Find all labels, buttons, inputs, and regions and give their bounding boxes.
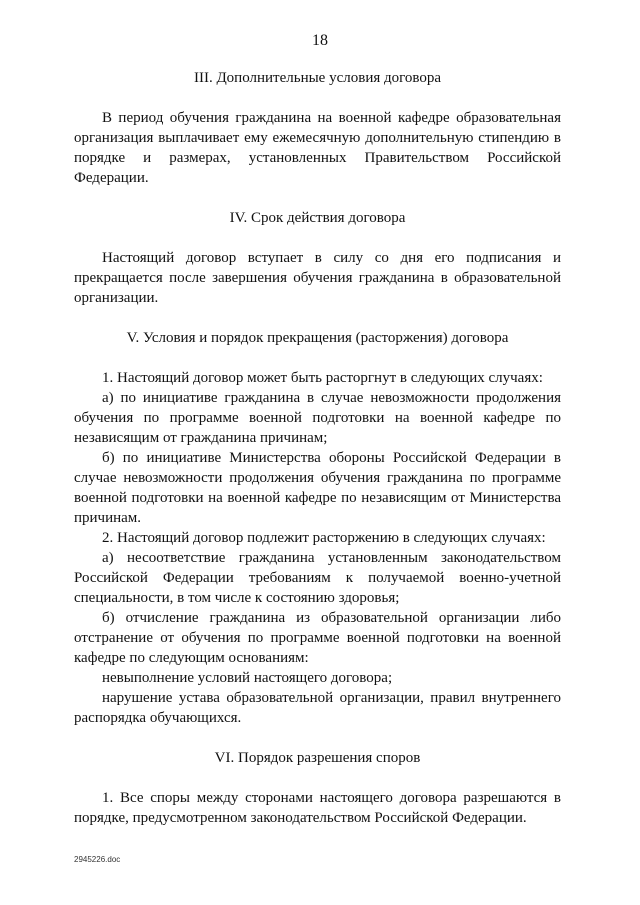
document-body: [74, 68, 561, 828]
section-heading-vi: VI. Порядок разрешения споров: [214, 750, 421, 766]
paragraph: В период обучения гражданина на военной кафедре образовательная организация выплачивает ему ежемесячную дополнительную стипендию в порядке и размерах, установленных Правительством Российской Федерации.: [74, 110, 561, 186]
paragraph: б) по инициативе Министерства обороны Российской Федерации в случае невозможности продолжения обучения гражданина по программе военной подготовки на военной кафедре по независящим от Министерства причинам.: [74, 450, 561, 526]
section-heading-iv: IV. Срок действия договора: [229, 210, 406, 226]
paragraph: 1. Настоящий договор может быть расторгнут в следующих случаях:: [102, 370, 543, 386]
paragraph: невыполнение условий настоящего договора;: [102, 670, 393, 686]
section-heading-v: V. Условия и порядок прекращения (расторжения) договора: [126, 330, 509, 346]
page-number: 18: [312, 32, 328, 49]
section-heading-iii: III. Дополнительные условия договора: [193, 70, 442, 86]
paragraph: 1. Все споры между сторонами настоящего договора разрешаются в порядке, предусмотренном законодательством Российской Федерации.: [74, 790, 561, 826]
paragraph: а) несоответствие гражданина установленным законодательством Российской Федерации требованиям к получаемой военно-учетной специальности, в том числе к состоянию здоровья;: [74, 550, 561, 606]
paragraph: нарушение устава образовательной организации, правил внутреннего распорядка обучающихся.: [74, 690, 561, 726]
paragraph: 2. Настоящий договор подлежит расторжению в следующих случаях:: [102, 530, 546, 546]
paragraph: б) отчисление гражданина из образовательной организации либо отстранение от обучения по программе военной подготовки на военной кафедре по следующим основаниям:: [74, 610, 561, 666]
paragraph: а) по инициативе гражданина в случае невозможности продолжения обучения по программе военной подготовки на военной кафедре по независящим от гражданина причинам;: [74, 390, 561, 446]
document-filename: 2945226.doc: [74, 855, 121, 864]
paragraph: Настоящий договор вступает в силу со дня его подписания и прекращается после завершения обучения гражданина в образовательной организации.: [74, 250, 561, 306]
